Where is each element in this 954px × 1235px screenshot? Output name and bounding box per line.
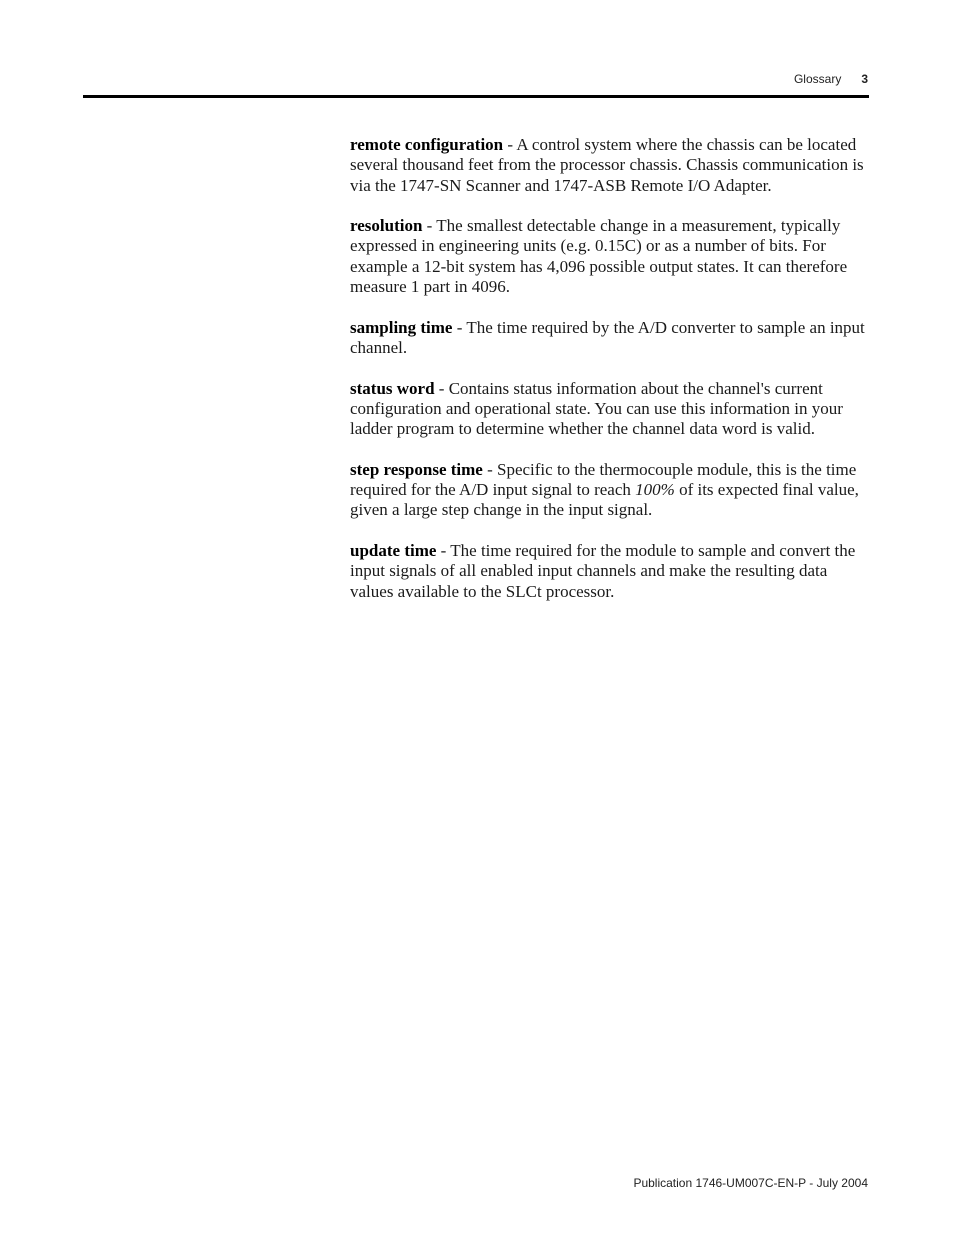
glossary-term: resolution — [350, 216, 423, 236]
section-title: Glossary — [793, 72, 842, 86]
glossary-term: remote configuration — [350, 135, 504, 154]
glossary-entry-update-time — [350, 541, 872, 602]
glossary-definition: - Contains status information about the channel's current configuration and operational state. You can use this information in your ladder program to determine whether the channel data word is valid. — [350, 378, 843, 439]
glossary-definition: - The time required for the module to sample and convert the input signals of all enabled input channels and make the resulting data values available to the SLCt processor. — [350, 540, 856, 601]
publication-footer: Publication 1746-UM007C-EN-P - July 2004 — [633, 1176, 868, 1190]
glossary-term: update time — [350, 540, 437, 560]
glossary-content — [350, 135, 872, 622]
page-header — [794, 72, 868, 86]
glossary-definition: - The smallest detectable change in a measurement, typically expressed in engineering units (e.g. 0.15C) or as a number of bits. For example a 12-bit system has 4,096 possible output states. It can therefore measure 1 part in 4096. — [350, 216, 848, 297]
glossary-entry-step-response-time — [350, 460, 872, 521]
glossary-term: step response time — [350, 459, 483, 479]
glossary-term: status word — [350, 378, 435, 398]
glossary-term: sampling time — [350, 317, 453, 337]
glossary-definition: - The time required by the A/D converter to sample an input channel. — [350, 317, 865, 357]
glossary-definition: - Specific to the thermocouple module, this is the time required for the A/D input signal to reach — [350, 459, 857, 500]
header-rule — [83, 95, 869, 98]
glossary-entry-remote-configuration — [350, 135, 872, 196]
glossary-entry-sampling-time — [350, 318, 872, 359]
glossary-entry-status-word — [350, 379, 872, 440]
page-number: 3 — [861, 72, 868, 86]
glossary-entry-resolution — [350, 216, 872, 297]
glossary-definition-end: of its expected final value, given a large step change in the input signal. — [350, 480, 859, 520]
glossary-emphasis: 100% — [635, 480, 675, 500]
glossary-definition: - A control system where the chassis can be located several thousand feet from the processor chassis. Chassis communication is via the 1747-SN Scanner and 1747-ASB Remote I/O Adapter. — [350, 135, 864, 195]
